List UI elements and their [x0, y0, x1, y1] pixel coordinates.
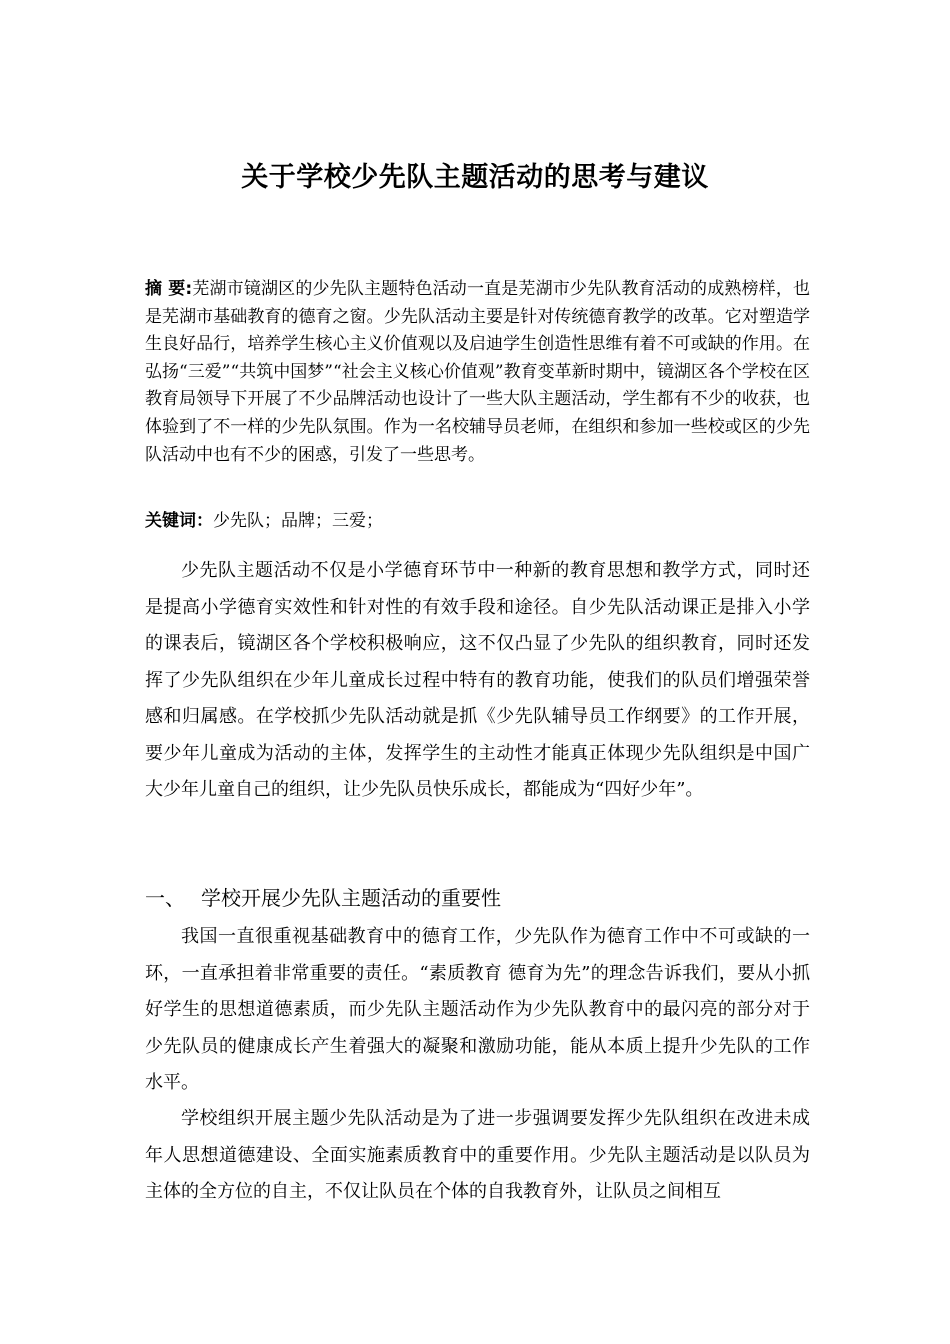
document-title: 关于学校少先队主题活动的思考与建议 — [241, 162, 709, 193]
body-paragraph-section1-b: 学校组织开展主题少先队活动是为了进一步强调要发挥少先队组织在改进未成年人思想道德建设、全面实施素质教育中的重要作用。少先队主题活动是以队员为主体的全方位的自主，不仅让队员在个体的自我教育外，让队员之间相互 — [145, 1108, 810, 1202]
section-heading-number: 一、 — [145, 886, 185, 910]
section-heading-title: 学校开展少先队主题活动的重要性 — [201, 886, 501, 910]
abstract-label: 摘 要: — [145, 279, 193, 299]
body-paragraph-intro: 少先队主题活动不仅是小学德育环节中一种新的教育思想和教学方式，同时还是提高小学德育实效性和针对性的有效手段和途径。自少先队活动课正是排入小学的课表后，镜湖区各个学校积极响应，这不仅凸显了少先队的组织教育，同时还发挥了少先队组织在少年儿童成长过程中特有的教育功能，使我们的队员们增强荣誉感和归属感。在学校抓少先队活动就是抓《少先队辅导员工作纲要》的工作开展，要少年儿童成为活动的主体，发挥学生的主动性才能真正体现少先队组织是中国广大少年儿童自己的组织，让少先队员快乐成长，都能成为“四好少年”。 — [145, 560, 810, 800]
body-paragraph-section1-a: 我国一直很重视基础教育中的德育工作，少先队作为德育工作中不可或缺的一环，一直承担着非常重要的责任。“素质教育 德育为先”的理念告诉我们，要从小抓好学生的思想道德素质，而少先队主题活动作为少先队教育中的最闪亮的部分对于少先队员的健康成长产生着强大的凝聚和激励功能，能从本质上提升少先队的工作水平。 — [145, 926, 810, 1093]
section-heading-1 — [145, 882, 810, 914]
keywords-text: 少先队；品牌；三爱； — [213, 511, 383, 531]
abstract-text: 芜湖市镜湖区的少先队主题特色活动一直是芜湖市少先队教育活动的成熟榜样，也是芜湖市基础教育的德育之窗。少先队活动主要是针对传统德育教学的改革。它对塑造学生良好品行，培养学生核心主义价值观以及启迪学生创造性思维有着不可或缺的作用。在弘扬“三爱”“共筑中国梦”“社会主义核心价值观”教育变革新时期中，镜湖区各个学校在区教育局领导下开展了不少品牌活动也设计了一些大队主题活动，学生都有不少的收获，也体验到了不一样的少先队氛围。作为一名校辅导员老师，在组织和参加一些校或区的少先队活动中也有不少的困惑，引发了一些思考。 — [145, 279, 810, 465]
keywords — [145, 508, 810, 535]
keywords-label: 关键词： — [145, 511, 213, 531]
abstract — [145, 276, 810, 469]
